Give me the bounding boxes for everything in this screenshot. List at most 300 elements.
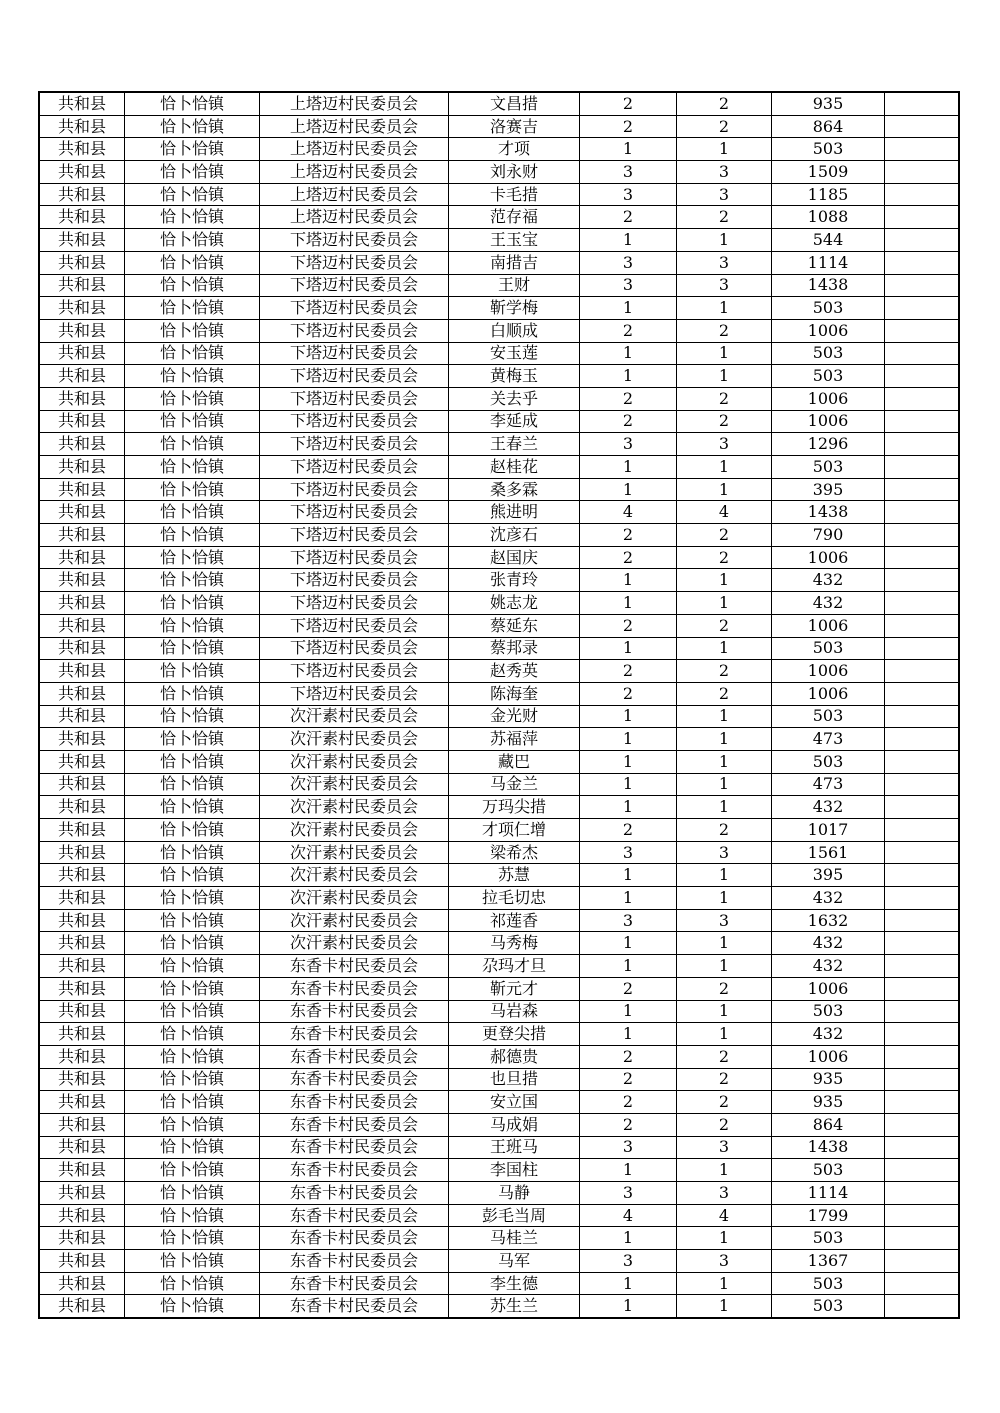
town-cell: 恰卜恰镇: [125, 773, 260, 796]
table-row: [39, 819, 959, 842]
town-cell: 恰卜恰镇: [125, 410, 260, 433]
note-cell: [885, 1227, 960, 1250]
village-cell: 次汗素村民委员会: [260, 819, 449, 842]
county-cell: 共和县: [39, 773, 125, 796]
village-cell: 下塔迈村民委员会: [260, 546, 449, 569]
table-row: [39, 433, 959, 456]
county-cell: 共和县: [39, 1136, 125, 1159]
town-cell: 恰卜恰镇: [125, 387, 260, 410]
table-row: [39, 1113, 959, 1136]
count-a-cell: 1: [580, 887, 677, 910]
count-b-cell: 2: [677, 1045, 772, 1068]
count-a-cell: 2: [580, 660, 677, 683]
town-cell: 恰卜恰镇: [125, 251, 260, 274]
village-cell: 东香卡村民委员会: [260, 1023, 449, 1046]
table-row: [39, 410, 959, 433]
name-cell: 马秀梅: [449, 932, 580, 955]
name-cell: 赵秀英: [449, 660, 580, 683]
village-cell: 次汗素村民委员会: [260, 932, 449, 955]
amount-cell: 432: [772, 932, 885, 955]
county-cell: 共和县: [39, 456, 125, 479]
county-cell: 共和县: [39, 569, 125, 592]
count-a-cell: 3: [580, 841, 677, 864]
amount-cell: 432: [772, 887, 885, 910]
town-cell: 恰卜恰镇: [125, 1068, 260, 1091]
table-row: [39, 977, 959, 1000]
table-row: [39, 251, 959, 274]
amount-cell: 1114: [772, 251, 885, 274]
amount-cell: 503: [772, 705, 885, 728]
note-cell: [885, 955, 960, 978]
count-b-cell: 2: [677, 660, 772, 683]
village-cell: 下塔迈村民委员会: [260, 387, 449, 410]
county-cell: 共和县: [39, 705, 125, 728]
town-cell: 恰卜恰镇: [125, 932, 260, 955]
count-a-cell: 1: [580, 297, 677, 320]
count-b-cell: 4: [677, 501, 772, 524]
village-cell: 东香卡村民委员会: [260, 1068, 449, 1091]
county-cell: 共和县: [39, 1272, 125, 1295]
count-a-cell: 2: [580, 92, 677, 115]
name-cell: 蔡延东: [449, 614, 580, 637]
count-b-cell: 2: [677, 1091, 772, 1114]
village-cell: 东香卡村民委员会: [260, 1295, 449, 1318]
amount-cell: 1114: [772, 1182, 885, 1205]
table-row: [39, 1023, 959, 1046]
town-cell: 恰卜恰镇: [125, 183, 260, 206]
town-cell: 恰卜恰镇: [125, 614, 260, 637]
table-row: [39, 456, 959, 479]
note-cell: [885, 365, 960, 388]
town-cell: 恰卜恰镇: [125, 705, 260, 728]
county-cell: 共和县: [39, 841, 125, 864]
table-row: [39, 524, 959, 547]
county-cell: 共和县: [39, 864, 125, 887]
village-cell: 下塔迈村民委员会: [260, 637, 449, 660]
village-cell: 上塔迈村民委员会: [260, 115, 449, 138]
village-cell: 东香卡村民委员会: [260, 1136, 449, 1159]
count-b-cell: 1: [677, 478, 772, 501]
note-cell: [885, 1136, 960, 1159]
count-b-cell: 1: [677, 569, 772, 592]
town-cell: 恰卜恰镇: [125, 1227, 260, 1250]
count-b-cell: 2: [677, 546, 772, 569]
table-row: [39, 773, 959, 796]
name-cell: 南措吉: [449, 251, 580, 274]
town-cell: 恰卜恰镇: [125, 955, 260, 978]
count-a-cell: 2: [580, 1091, 677, 1114]
table-row: [39, 161, 959, 184]
county-cell: 共和县: [39, 955, 125, 978]
table-row: [39, 1159, 959, 1182]
town-cell: 恰卜恰镇: [125, 138, 260, 161]
county-cell: 共和县: [39, 728, 125, 751]
count-b-cell: 1: [677, 864, 772, 887]
village-cell: 下塔迈村民委员会: [260, 433, 449, 456]
county-cell: 共和县: [39, 251, 125, 274]
amount-cell: 864: [772, 1113, 885, 1136]
count-b-cell: 3: [677, 274, 772, 297]
note-cell: [885, 229, 960, 252]
table-row: [39, 1045, 959, 1068]
table-row: [39, 546, 959, 569]
name-cell: 苏福萍: [449, 728, 580, 751]
count-b-cell: 1: [677, 1227, 772, 1250]
count-a-cell: 2: [580, 410, 677, 433]
count-a-cell: 1: [580, 864, 677, 887]
note-cell: [885, 478, 960, 501]
amount-cell: 1632: [772, 909, 885, 932]
name-cell: 李延成: [449, 410, 580, 433]
county-cell: 共和县: [39, 909, 125, 932]
county-cell: 共和县: [39, 183, 125, 206]
table-row: [39, 569, 959, 592]
amount-cell: 1561: [772, 841, 885, 864]
county-cell: 共和县: [39, 1091, 125, 1114]
county-cell: 共和县: [39, 365, 125, 388]
amount-cell: 935: [772, 1091, 885, 1114]
table-row: [39, 274, 959, 297]
count-a-cell: 1: [580, 750, 677, 773]
count-a-cell: 3: [580, 1136, 677, 1159]
village-cell: 东香卡村民委员会: [260, 1000, 449, 1023]
amount-cell: 1296: [772, 433, 885, 456]
town-cell: 恰卜恰镇: [125, 637, 260, 660]
count-a-cell: 1: [580, 796, 677, 819]
town-cell: 恰卜恰镇: [125, 546, 260, 569]
village-cell: 次汗素村民委员会: [260, 796, 449, 819]
table-row: [39, 229, 959, 252]
village-cell: 东香卡村民委员会: [260, 1204, 449, 1227]
town-cell: 恰卜恰镇: [125, 433, 260, 456]
count-b-cell: 2: [677, 319, 772, 342]
amount-cell: 1185: [772, 183, 885, 206]
table-row: [39, 750, 959, 773]
count-b-cell: 1: [677, 932, 772, 955]
county-cell: 共和县: [39, 1227, 125, 1250]
note-cell: [885, 1182, 960, 1205]
amount-cell: 503: [772, 1295, 885, 1318]
name-cell: 尕玛才旦: [449, 955, 580, 978]
note-cell: [885, 932, 960, 955]
note-cell: [885, 501, 960, 524]
town-cell: 恰卜恰镇: [125, 1250, 260, 1273]
village-cell: 下塔迈村民委员会: [260, 229, 449, 252]
count-b-cell: 1: [677, 955, 772, 978]
count-b-cell: 3: [677, 1136, 772, 1159]
note-cell: [885, 841, 960, 864]
village-cell: 次汗素村民委员会: [260, 864, 449, 887]
count-a-cell: 1: [580, 456, 677, 479]
village-cell: 次汗素村民委员会: [260, 773, 449, 796]
amount-cell: 473: [772, 773, 885, 796]
village-cell: 上塔迈村民委员会: [260, 92, 449, 115]
table-row: [39, 92, 959, 115]
village-cell: 东香卡村民委员会: [260, 1182, 449, 1205]
amount-cell: 1509: [772, 161, 885, 184]
name-cell: 李国柱: [449, 1159, 580, 1182]
note-cell: [885, 138, 960, 161]
village-cell: 下塔迈村民委员会: [260, 478, 449, 501]
amount-cell: 935: [772, 1068, 885, 1091]
amount-cell: 395: [772, 864, 885, 887]
town-cell: 恰卜恰镇: [125, 796, 260, 819]
note-cell: [885, 1068, 960, 1091]
count-a-cell: 2: [580, 546, 677, 569]
village-cell: 下塔迈村民委员会: [260, 342, 449, 365]
county-cell: 共和县: [39, 660, 125, 683]
town-cell: 恰卜恰镇: [125, 229, 260, 252]
amount-cell: 1367: [772, 1250, 885, 1273]
county-cell: 共和县: [39, 478, 125, 501]
county-cell: 共和县: [39, 229, 125, 252]
table-row: [39, 796, 959, 819]
town-cell: 恰卜恰镇: [125, 887, 260, 910]
town-cell: 恰卜恰镇: [125, 1272, 260, 1295]
name-cell: 陈海奎: [449, 682, 580, 705]
county-cell: 共和县: [39, 1045, 125, 1068]
count-a-cell: 2: [580, 682, 677, 705]
county-cell: 共和县: [39, 319, 125, 342]
table-row: [39, 387, 959, 410]
count-b-cell: 1: [677, 297, 772, 320]
town-cell: 恰卜恰镇: [125, 1091, 260, 1114]
name-cell: 万玛尖措: [449, 796, 580, 819]
amount-cell: 1017: [772, 819, 885, 842]
count-b-cell: 2: [677, 115, 772, 138]
count-a-cell: 1: [580, 1295, 677, 1318]
count-a-cell: 3: [580, 433, 677, 456]
name-cell: 卡毛措: [449, 183, 580, 206]
county-cell: 共和县: [39, 932, 125, 955]
count-b-cell: 3: [677, 841, 772, 864]
count-a-cell: 1: [580, 728, 677, 751]
count-b-cell: 2: [677, 1113, 772, 1136]
amount-cell: 503: [772, 1227, 885, 1250]
table-row: [39, 1250, 959, 1273]
name-cell: 拉毛切忠: [449, 887, 580, 910]
count-a-cell: 1: [580, 955, 677, 978]
count-b-cell: 1: [677, 773, 772, 796]
village-cell: 东香卡村民委员会: [260, 1250, 449, 1273]
county-cell: 共和县: [39, 1159, 125, 1182]
county-cell: 共和县: [39, 819, 125, 842]
note-cell: [885, 977, 960, 1000]
count-a-cell: 3: [580, 251, 677, 274]
table-row: [39, 1091, 959, 1114]
village-cell: 东香卡村民委员会: [260, 1159, 449, 1182]
name-cell: 马静: [449, 1182, 580, 1205]
county-cell: 共和县: [39, 92, 125, 115]
name-cell: 靳元才: [449, 977, 580, 1000]
table-row: [39, 501, 959, 524]
count-b-cell: 3: [677, 909, 772, 932]
amount-cell: 503: [772, 342, 885, 365]
town-cell: 恰卜恰镇: [125, 660, 260, 683]
count-b-cell: 3: [677, 161, 772, 184]
table-row: [39, 1000, 959, 1023]
table-row: [39, 660, 959, 683]
count-b-cell: 2: [677, 410, 772, 433]
count-a-cell: 1: [580, 478, 677, 501]
name-cell: 才项: [449, 138, 580, 161]
town-cell: 恰卜恰镇: [125, 977, 260, 1000]
town-cell: 恰卜恰镇: [125, 1113, 260, 1136]
county-cell: 共和县: [39, 387, 125, 410]
village-cell: 东香卡村民委员会: [260, 1113, 449, 1136]
table-row: [39, 887, 959, 910]
count-a-cell: 1: [580, 365, 677, 388]
count-b-cell: 1: [677, 1272, 772, 1295]
village-cell: 上塔迈村民委员会: [260, 183, 449, 206]
name-cell: 白顺成: [449, 319, 580, 342]
county-cell: 共和县: [39, 796, 125, 819]
county-cell: 共和县: [39, 342, 125, 365]
village-cell: 下塔迈村民委员会: [260, 274, 449, 297]
count-a-cell: 2: [580, 115, 677, 138]
county-cell: 共和县: [39, 138, 125, 161]
amount-cell: 503: [772, 456, 885, 479]
village-cell: 上塔迈村民委员会: [260, 161, 449, 184]
count-a-cell: 3: [580, 1250, 677, 1273]
name-cell: 苏慧: [449, 864, 580, 887]
count-a-cell: 1: [580, 592, 677, 615]
note-cell: [885, 796, 960, 819]
count-b-cell: 1: [677, 796, 772, 819]
table-row: [39, 614, 959, 637]
amount-cell: 503: [772, 138, 885, 161]
note-cell: [885, 297, 960, 320]
count-a-cell: 1: [580, 138, 677, 161]
count-a-cell: 4: [580, 1204, 677, 1227]
note-cell: [885, 92, 960, 115]
name-cell: 金光财: [449, 705, 580, 728]
count-b-cell: 2: [677, 92, 772, 115]
count-a-cell: 1: [580, 773, 677, 796]
name-cell: 黄梅玉: [449, 365, 580, 388]
count-b-cell: 1: [677, 705, 772, 728]
amount-cell: 1006: [772, 977, 885, 1000]
name-cell: 熊进明: [449, 501, 580, 524]
village-cell: 次汗素村民委员会: [260, 909, 449, 932]
count-b-cell: 1: [677, 887, 772, 910]
town-cell: 恰卜恰镇: [125, 864, 260, 887]
amount-cell: 1006: [772, 410, 885, 433]
town-cell: 恰卜恰镇: [125, 682, 260, 705]
count-a-cell: 3: [580, 1182, 677, 1205]
town-cell: 恰卜恰镇: [125, 161, 260, 184]
table-row: [39, 955, 959, 978]
note-cell: [885, 115, 960, 138]
village-cell: 东香卡村民委员会: [260, 1272, 449, 1295]
count-a-cell: 1: [580, 1272, 677, 1295]
name-cell: 祁莲香: [449, 909, 580, 932]
table-row: [39, 932, 959, 955]
amount-cell: 503: [772, 1159, 885, 1182]
count-b-cell: 2: [677, 387, 772, 410]
note-cell: [885, 206, 960, 229]
count-a-cell: 2: [580, 387, 677, 410]
table-row: [39, 592, 959, 615]
amount-cell: 432: [772, 796, 885, 819]
county-cell: 共和县: [39, 206, 125, 229]
amount-cell: 864: [772, 115, 885, 138]
count-a-cell: 1: [580, 342, 677, 365]
count-b-cell: 2: [677, 524, 772, 547]
table-row: [39, 841, 959, 864]
name-cell: 马桂兰: [449, 1227, 580, 1250]
county-cell: 共和县: [39, 1000, 125, 1023]
county-cell: 共和县: [39, 682, 125, 705]
count-b-cell: 3: [677, 183, 772, 206]
count-a-cell: 2: [580, 206, 677, 229]
amount-cell: 503: [772, 637, 885, 660]
count-b-cell: 3: [677, 433, 772, 456]
town-cell: 恰卜恰镇: [125, 1000, 260, 1023]
town-cell: 恰卜恰镇: [125, 1136, 260, 1159]
note-cell: [885, 773, 960, 796]
town-cell: 恰卜恰镇: [125, 1204, 260, 1227]
table-row: [39, 637, 959, 660]
village-cell: 下塔迈村民委员会: [260, 456, 449, 479]
village-cell: 次汗素村民委员会: [260, 887, 449, 910]
town-cell: 恰卜恰镇: [125, 319, 260, 342]
count-a-cell: 1: [580, 705, 677, 728]
county-cell: 共和县: [39, 1295, 125, 1318]
count-a-cell: 1: [580, 1227, 677, 1250]
name-cell: 王财: [449, 274, 580, 297]
name-cell: 姚志龙: [449, 592, 580, 615]
village-cell: 东香卡村民委员会: [260, 1091, 449, 1114]
count-a-cell: 2: [580, 1113, 677, 1136]
amount-cell: 1006: [772, 682, 885, 705]
count-b-cell: 1: [677, 592, 772, 615]
town-cell: 恰卜恰镇: [125, 456, 260, 479]
table-row: [39, 682, 959, 705]
note-cell: [885, 524, 960, 547]
amount-cell: 503: [772, 1272, 885, 1295]
amount-cell: 1438: [772, 1136, 885, 1159]
name-cell: 才项仁增: [449, 819, 580, 842]
count-a-cell: 3: [580, 274, 677, 297]
county-cell: 共和县: [39, 750, 125, 773]
town-cell: 恰卜恰镇: [125, 728, 260, 751]
count-b-cell: 2: [677, 206, 772, 229]
count-b-cell: 3: [677, 251, 772, 274]
table-row: [39, 319, 959, 342]
count-a-cell: 2: [580, 977, 677, 1000]
count-a-cell: 1: [580, 1023, 677, 1046]
note-cell: [885, 433, 960, 456]
count-b-cell: 1: [677, 342, 772, 365]
amount-cell: 1088: [772, 206, 885, 229]
note-cell: [885, 161, 960, 184]
name-cell: 李生德: [449, 1272, 580, 1295]
count-b-cell: 3: [677, 1250, 772, 1273]
note-cell: [885, 1000, 960, 1023]
amount-cell: 503: [772, 297, 885, 320]
count-a-cell: 1: [580, 1000, 677, 1023]
town-cell: 恰卜恰镇: [125, 569, 260, 592]
town-cell: 恰卜恰镇: [125, 841, 260, 864]
note-cell: [885, 342, 960, 365]
count-b-cell: 1: [677, 637, 772, 660]
amount-cell: 432: [772, 569, 885, 592]
table-row: [39, 1136, 959, 1159]
table-row: [39, 864, 959, 887]
village-cell: 下塔迈村民委员会: [260, 660, 449, 683]
note-cell: [885, 183, 960, 206]
